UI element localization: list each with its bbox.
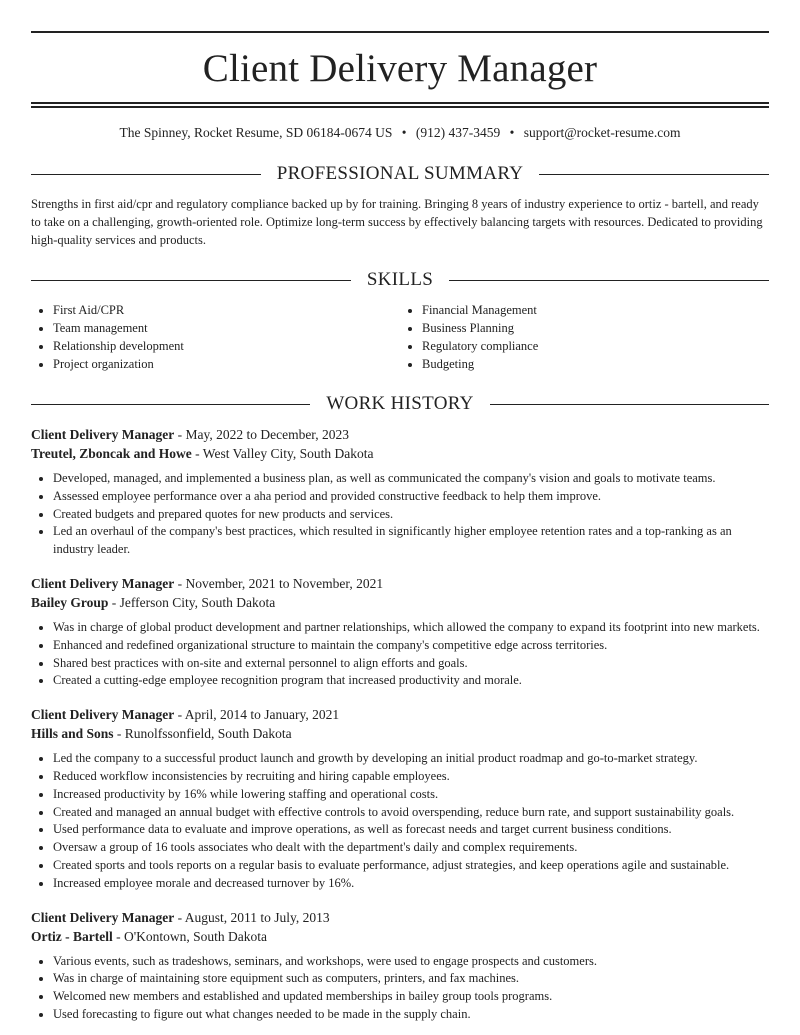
job-bullet: • Used performance data to evaluate and improve operations, as well as forecast needs and target current business conditions. bbox=[53, 821, 769, 839]
summary-heading: PROFESSIONAL SUMMARY bbox=[276, 163, 524, 184]
skill-item: • Project organization bbox=[53, 355, 400, 373]
skill-item: • Financial Management bbox=[422, 301, 769, 319]
job-bullet: • Welcomed new members and established and updated memberships in bailey group tools programs. bbox=[53, 988, 769, 1006]
job-bullet: • Was in charge of maintaining store equipment such as computers, printers, and fax machines. bbox=[53, 970, 769, 988]
skill-item: • Regulatory compliance bbox=[422, 337, 769, 355]
job-location: O'Kontown, South Dakota bbox=[123, 928, 268, 944]
skill-item: • Budgeting bbox=[422, 355, 769, 373]
job-title-line: Client Delivery Manager - May, 2022 to December, 2023 bbox=[31, 427, 350, 442]
job-bullet: • Reduced workflow inconsistencies by recruiting and hiring capable employees. bbox=[53, 768, 769, 786]
job-company-line: Ortiz - Bartell - O'Kontown, South Dakota bbox=[31, 928, 268, 944]
job-bullet: • Assessed employee performance over a aha period and provided constructive feedback to help them improve. bbox=[53, 488, 769, 506]
job-bullet: • Led the company to a successful product launch and growth by developing an initial product roadmap and go-to-market strategy. bbox=[53, 750, 769, 768]
skill-item: • First Aid/CPR bbox=[53, 301, 400, 319]
contact-separator: • bbox=[401, 125, 407, 140]
job-bullet: • Created budgets and prepared quotes for new products and services. bbox=[53, 506, 769, 524]
job-entry bbox=[31, 908, 769, 1024]
contact-address: The Spinney, Rocket Resume, SD 06184-0674 US bbox=[119, 125, 393, 140]
job-bullet: • Created a cutting-edge employee recognition program that increased productivity and morale. bbox=[53, 672, 769, 690]
job-title: Client Delivery Manager bbox=[31, 575, 175, 591]
contact-line bbox=[31, 123, 769, 143]
job-bullet: • Created and managed an annual budget with effective controls to avoid overspending, reduce burn rate, and support sustainability goals. bbox=[53, 804, 769, 822]
work-heading-row bbox=[31, 393, 769, 415]
work-heading: WORK HISTORY bbox=[326, 393, 474, 414]
heading-rule-right bbox=[490, 404, 769, 405]
job-company: Bailey Group bbox=[31, 594, 109, 610]
job-bullet: • Developed, managed, and implemented a business plan, as well as communicated the company's vision and goals to motivate teams. bbox=[53, 470, 769, 488]
heading-rule-right bbox=[539, 174, 769, 175]
job-bullets bbox=[31, 619, 769, 690]
skill-item: • Relationship development bbox=[53, 337, 400, 355]
heading-rule-left bbox=[31, 174, 261, 175]
job-bullet: • Was in charge of global product development and partner relationships, which allowed the company to expand its footprint into new markets. bbox=[53, 619, 769, 637]
contact-email: support@rocket-resume.com bbox=[523, 125, 681, 140]
heading-rule-right bbox=[449, 280, 769, 281]
skills-list-left bbox=[31, 301, 400, 373]
job-company: Hills and Sons bbox=[31, 726, 114, 742]
job-title-line: Client Delivery Manager - August, 2011 to July, 2013 bbox=[31, 909, 330, 925]
job-entry bbox=[31, 705, 769, 892]
resume-page bbox=[31, 0, 769, 1024]
heading-rule-left bbox=[31, 280, 351, 281]
heading-rule-left bbox=[31, 404, 310, 405]
job-company-line: Treutel, Zboncak and Howe - West Valley City, South Dakota bbox=[31, 446, 374, 461]
job-dates: November, 2021 to November, 2021 bbox=[185, 575, 384, 591]
job-title-line: Client Delivery Manager - April, 2014 to January, 2021 bbox=[31, 707, 340, 723]
skills-grid bbox=[31, 301, 769, 373]
job-bullet: • Enhanced and redefined organizational structure to maintain the company's competitive edge across territories. bbox=[53, 637, 769, 655]
skills-heading-row bbox=[31, 269, 769, 291]
job-dates: August, 2011 to July, 2013 bbox=[184, 909, 330, 925]
job-location: Runolfssonfield, South Dakota bbox=[124, 726, 292, 742]
job-bullet: • Created sports and tools reports on a regular basis to evaluate performance, adjust strategies, and keep operations agile and sustainable. bbox=[53, 857, 769, 875]
skills-list-right bbox=[400, 301, 769, 373]
skills-heading: SKILLS bbox=[366, 269, 434, 290]
job-bullet: • Increased productivity by 16% while lowering staffing and operational costs. bbox=[53, 786, 769, 804]
job-entry bbox=[31, 425, 769, 559]
job-bullets bbox=[31, 953, 769, 1024]
job-location: West Valley City, South Dakota bbox=[202, 446, 374, 461]
job-company-line: Bailey Group - Jefferson City, South Dakota bbox=[31, 594, 276, 610]
job-bullets bbox=[31, 470, 769, 559]
job-bullet: • Oversaw a group of 16 tools associates who dealt with the department's daily and complex requirements. bbox=[53, 839, 769, 857]
job-bullet: • Various events, such as tradeshows, seminars, and workshops, were used to engage prospects and customers. bbox=[53, 953, 769, 971]
resume-title: Client Delivery Manager bbox=[202, 47, 598, 90]
job-bullet: • Led an overhaul of the company's best practices, which resulted in significantly higher employee retention rates and a top-ranking as an industry leader. bbox=[53, 523, 769, 559]
job-company: Treutel, Zboncak and Howe bbox=[31, 446, 192, 461]
summary-heading-row bbox=[31, 163, 769, 185]
title-double-rule bbox=[31, 102, 769, 108]
job-dates: April, 2014 to January, 2021 bbox=[184, 707, 340, 723]
job-title: Client Delivery Manager bbox=[31, 427, 175, 442]
job-dates: May, 2022 to December, 2023 bbox=[185, 427, 350, 442]
job-company-line: Hills and Sons - Runolfssonfield, South Dakota bbox=[31, 726, 292, 742]
job-title: Client Delivery Manager bbox=[31, 909, 175, 925]
skill-item: • Business Planning bbox=[422, 319, 769, 337]
job-entry bbox=[31, 574, 769, 690]
job-bullets bbox=[31, 750, 769, 892]
contact-separator: • bbox=[509, 125, 515, 140]
contact-phone: (912) 437-3459 bbox=[415, 125, 501, 140]
job-bullet: • Increased employee morale and decreased turnover by 16%. bbox=[53, 875, 769, 893]
job-company: Ortiz - Bartell bbox=[31, 928, 113, 944]
job-title: Client Delivery Manager bbox=[31, 707, 175, 723]
job-location: Jefferson City, South Dakota bbox=[119, 594, 276, 610]
summary-text: Strengths in first aid/cpr and regulatory compliance backed up by for training. Bringing 8 years of industry experience to ortiz - bartell, and ready to take on a challenging, growth-oriented role. Optimize long-term success by effectively balancing targets with resources. Dedicated to providing high-quality services and products. bbox=[31, 197, 763, 247]
skill-item: • Team management bbox=[53, 319, 400, 337]
job-bullet: • Shared best practices with on-site and external personnel to align efforts and goals. bbox=[53, 655, 769, 673]
job-bullet: • Used forecasting to figure out what changes needed to be made in the supply chain. bbox=[53, 1006, 769, 1024]
job-title-line: Client Delivery Manager - November, 2021 to November, 2021 bbox=[31, 575, 384, 591]
